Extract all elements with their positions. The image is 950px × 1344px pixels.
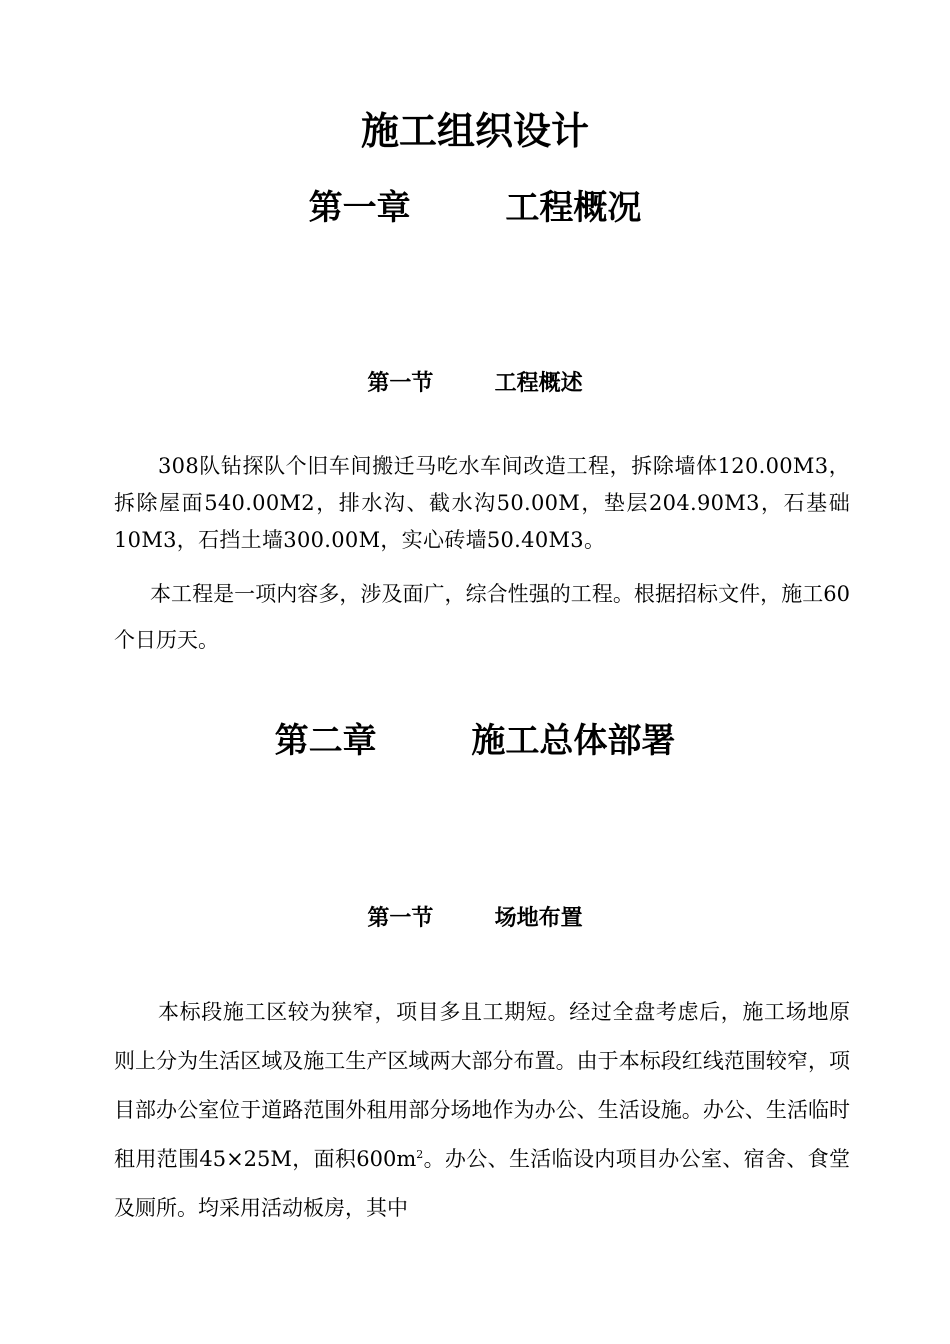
chapter-2-section-1-heading: 第一节 场地布置 (367, 905, 583, 931)
chapter-1-section-1-heading: 第一节 工程概述 (367, 370, 583, 396)
chapter-1-heading: 第一章 工程概况 (308, 188, 642, 228)
project-summary-paragraph: 308队钻探队个旧车间搬迁马吃水车间改造工程，拆除墙体120.00M3，拆除屋面540.00M2，排水沟、截水沟50.00M，垫层204.90M3，石基础10M3，石挡土墙300.00M，实心砖墙50.40M3。 (114, 454, 850, 552)
project-duration-paragraph: 本工程是一项内容多，涉及面广，综合性强的工程。根据招标文件，施工60个日历天。 (114, 582, 850, 652)
site-layout-text-part-1: 本标段施工区较为狭窄，项目多且工期短。经过全盘考虑后，施工场地原则上分为生活区域及施工生产区域两大部分布置。由于本标段红线范围较窄，项目部办公室位于道路范围外租用部分场地作为办公、生活设施。办公、生活临时租用范围45×25M，面积600m (114, 1000, 850, 1171)
document-title: 施工组织设计 (360, 108, 589, 153)
chapter-2-heading: 第二章 施工总体部署 (274, 721, 676, 761)
area-unit-superscript: 2 (416, 1148, 424, 1161)
site-layout-text-part-2: 。办公、生活临设内项目办公室、宿舍、食堂及厕所。均采用活动板房，其中 (114, 1147, 851, 1220)
site-layout-paragraph (114, 988, 850, 1233)
